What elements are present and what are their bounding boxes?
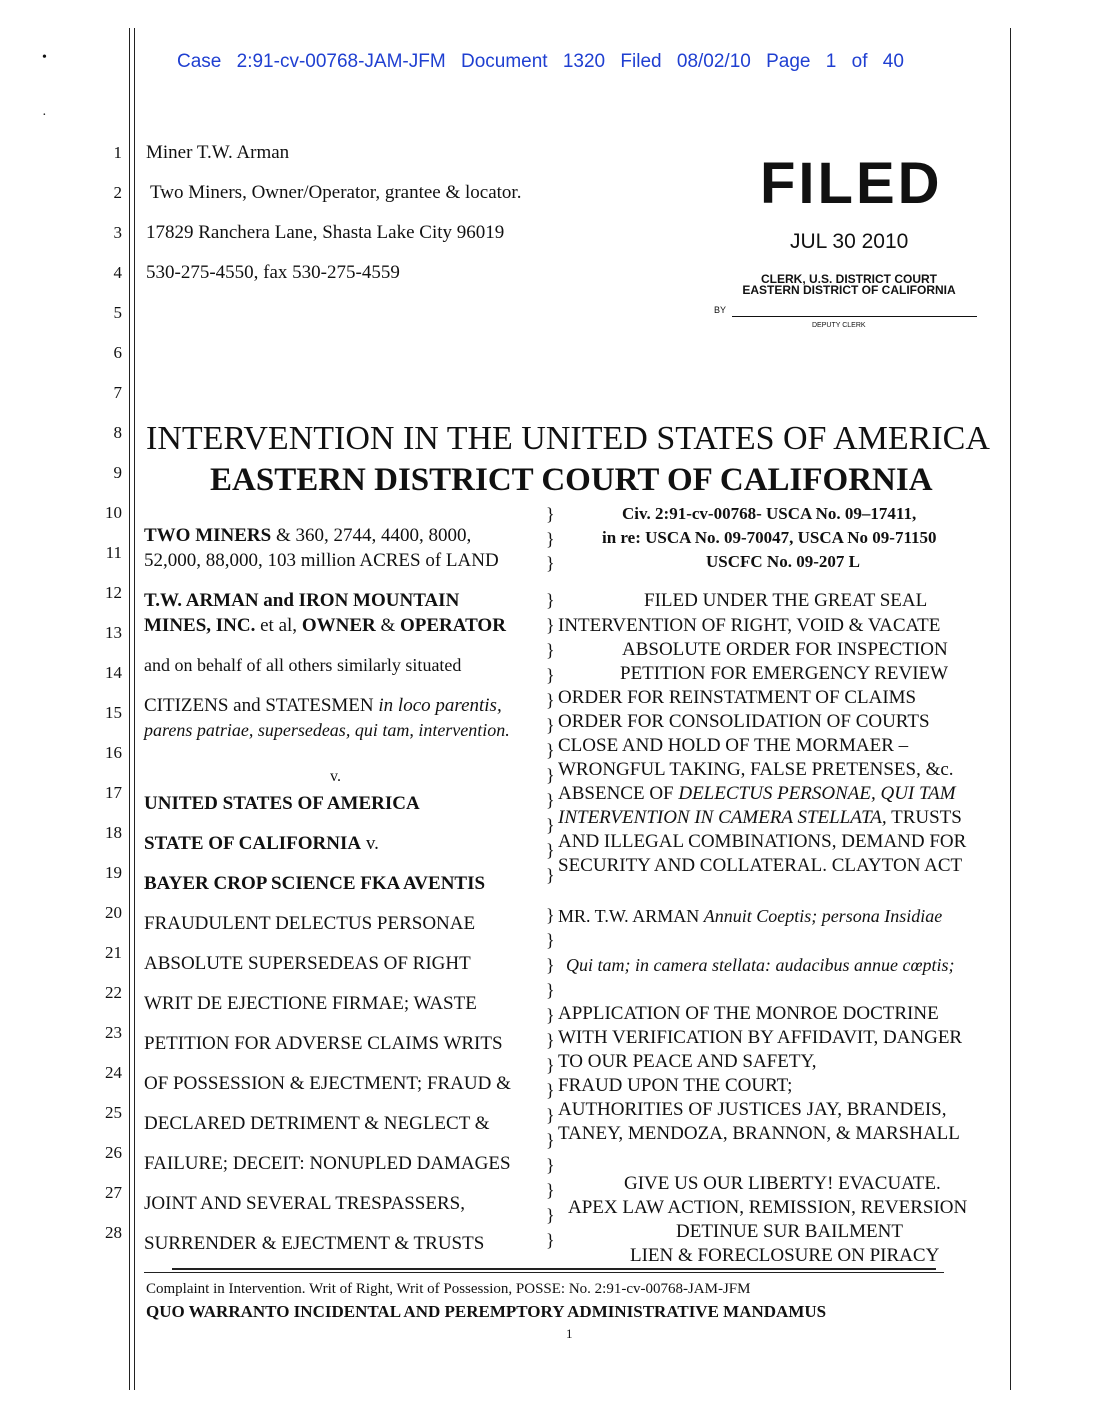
signature-line <box>732 316 977 317</box>
caption-item: WRIT DE EJECTIONE FIRMAE; WASTE <box>144 993 477 1014</box>
order-item: INTERVENTION OF RIGHT, VOID & VACATE <box>558 615 941 636</box>
page-number: 1 <box>566 1326 573 1341</box>
caption-behalf: and on behalf of all others similarly situated <box>144 655 462 675</box>
line-number: 16 <box>105 743 122 762</box>
brace: } <box>546 865 555 885</box>
line-number: 10 <box>105 503 122 522</box>
margin-rule-left-1 <box>129 28 130 1390</box>
liberty-item: LIEN & FORECLOSURE ON PIRACY <box>630 1245 940 1266</box>
brace: } <box>546 1130 555 1150</box>
filer-street: 17829 Ranchera Lane, Shasta Lake City 96019 <box>146 222 505 243</box>
brace: } <box>546 955 555 975</box>
monroe-item: FRAUD UPON THE COURT; <box>558 1075 793 1096</box>
mr-arman-line: MR. T.W. ARMAN Annuit Coeptis; persona Insidiae <box>558 906 943 926</box>
qui-tam-line: Qui tam; in camera stellata: audacibus annue cœptis; <box>566 955 955 975</box>
filer-role: Two Miners, Owner/Operator, grantee & locator. <box>150 182 522 203</box>
ecf-header <box>177 51 904 73</box>
line-number: 25 <box>105 1103 122 1122</box>
brace: } <box>546 1030 555 1050</box>
caption-state: STATE OF CALIFORNIA v. <box>144 833 379 854</box>
line-number: 4 <box>113 263 122 282</box>
brace: } <box>546 1005 555 1025</box>
caption-citizens: CITIZENS and STATESMEN in loco parentis, <box>144 695 502 716</box>
order-item: ORDER FOR CONSOLIDATION OF COURTS <box>558 711 930 732</box>
line-number: 6 <box>113 343 122 362</box>
line-number: 26 <box>105 1143 122 1162</box>
caption-item: SURRENDER & EJECTMENT & TRUSTS <box>144 1233 485 1254</box>
civ-number-1: Civ. 2:91-cv-00768- USCA No. 09–17411, <box>622 504 917 523</box>
absence-line: ABSENCE OF DELECTUS PERSONAE, QUI TAM <box>558 783 956 804</box>
intervention-line: INTERVENTION IN CAMERA STELLATA, TRUSTS <box>558 807 962 828</box>
line-number: 3 <box>113 223 122 242</box>
filed-stamp-by: BY <box>714 305 727 315</box>
line-number: 12 <box>105 583 122 602</box>
filer-name: Miner T.W. Arman <box>146 142 290 163</box>
brace: } <box>546 1205 555 1225</box>
brace: } <box>546 815 555 835</box>
brace: } <box>546 1155 555 1175</box>
order-item: PETITION FOR EMERGENCY REVIEW <box>620 663 949 684</box>
caption-bayer: BAYER CROP SCIENCE FKA AVENTIS <box>144 873 486 894</box>
caption-item: ABSOLUTE SUPERSEDEAS OF RIGHT <box>144 953 471 974</box>
line-number: 14 <box>105 663 122 682</box>
line-number: 11 <box>105 543 122 562</box>
caption-acres-1: & 360, 2744, 4400, 8000, <box>275 525 472 546</box>
monroe-item: AUTHORITIES OF JUSTICES JAY, BRANDEIS, <box>558 1099 947 1120</box>
illegal-line: AND ILLEGAL COMBINATIONS, DEMAND FOR <box>558 831 967 852</box>
page-indicator: Page 1 of 40 <box>766 51 904 72</box>
footer-rule <box>172 1268 936 1270</box>
filed-date: Filed 08/02/10 <box>620 51 751 72</box>
margin-rule-left-2 <box>134 28 135 1390</box>
caption-item: OF POSSESSION & EJECTMENT; FRAUD & <box>144 1073 511 1094</box>
brace: } <box>546 905 555 925</box>
line-number: 13 <box>105 623 122 642</box>
brace: } <box>546 840 555 860</box>
liberty-item: GIVE US OUR LIBERTY! EVACUATE. <box>624 1173 941 1194</box>
brace: } <box>546 980 555 1000</box>
brace: } <box>546 529 555 549</box>
case-number: Case 2:91-cv-00768-JAM-JFM <box>177 51 446 72</box>
brace: } <box>546 690 555 710</box>
caption-item: FRAUDULENT DELECTUS PERSONAE <box>144 913 476 934</box>
caption-item: DECLARED DETRIMENT & NEGLECT & <box>144 1113 490 1134</box>
caption-item: PETITION FOR ADVERSE CLAIMS WRITS <box>144 1033 503 1054</box>
caption-two-miners: TWO MINERS <box>144 525 272 546</box>
brace: } <box>546 1180 555 1200</box>
order-item: ABSOLUTE ORDER FOR INSPECTION <box>622 639 948 660</box>
filed-stamp-date: JUL 30 2010 <box>790 230 909 253</box>
line-number: 27 <box>105 1183 122 1202</box>
order-item: ORDER FOR REINSTATMENT OF CLAIMS <box>558 687 917 708</box>
caption-item: FAILURE; DECEIT: NONUPLED DAMAGES <box>144 1153 511 1174</box>
scan-speck: • <box>42 50 47 65</box>
line-number: 23 <box>105 1023 122 1042</box>
footer-caption: Complaint in Intervention. Writ of Right, Writ of Possession, POSSE: No. 2:91-cv-00768-JAM-JFM <box>146 1281 751 1297</box>
civ-number-3: USCFC No. 09-207 L <box>706 552 860 571</box>
line-number: 21 <box>105 943 122 962</box>
liberty-item: APEX LAW ACTION, REMISSION, REVERSION <box>568 1197 968 1218</box>
liberty-item: DETINUE SUR BAILMENT <box>676 1221 903 1242</box>
footer-rule-thin <box>144 1272 944 1273</box>
brace: } <box>546 590 555 610</box>
brace: } <box>546 790 555 810</box>
caption-versus: v. <box>330 768 341 785</box>
line-number: 18 <box>105 823 122 842</box>
line-number: 8 <box>113 423 122 442</box>
caption-acres-2: 52,000, 88,000, 103 million ACRES of LAND <box>144 550 499 571</box>
brace: } <box>546 715 555 735</box>
brace: } <box>546 765 555 785</box>
brace: } <box>546 1080 555 1100</box>
civ-number-2: in re: USCA No. 09-70047, USCA No 09-71150 <box>602 528 937 547</box>
brace: } <box>546 930 555 950</box>
line-number: 15 <box>105 703 122 722</box>
footer-mandamus: QUO WARRANTO INCIDENTAL AND PEREMPTORY ADMINISTRATIVE MANDAMUS <box>146 1302 827 1321</box>
brace: } <box>546 1105 555 1125</box>
monroe-item: WITH VERIFICATION BY AFFIDAVIT, DANGER <box>558 1027 963 1048</box>
security-line: SECURITY AND COLLATERAL. CLAYTON ACT <box>558 855 963 876</box>
monroe-item: TO OUR PEACE AND SAFETY, <box>558 1051 817 1072</box>
brace: } <box>546 553 555 573</box>
line-number: 1 <box>113 143 122 162</box>
brace: } <box>546 1055 555 1075</box>
document-title-line-2: EASTERN DISTRICT COURT OF CALIFORNIA <box>210 462 933 498</box>
filed-stamp-clerk <box>718 274 980 296</box>
line-number: 20 <box>105 903 122 922</box>
monroe-item: APPLICATION OF THE MONROE DOCTRINE <box>558 1003 939 1024</box>
line-number: 28 <box>105 1223 122 1242</box>
filer-phone: 530-275-4550, fax 530-275-4559 <box>146 262 400 283</box>
document-number: Document 1320 <box>460 51 606 72</box>
brace: } <box>546 1230 555 1250</box>
brace: } <box>546 665 555 685</box>
caption-item: JOINT AND SEVERAL TRESPASSERS, <box>144 1193 465 1214</box>
caption-arman-2: MINES, INC. et al, OWNER & OPERATOR <box>144 615 506 636</box>
clerk-line-1: CLERK, U.S. DISTRICT COURT <box>761 272 937 286</box>
line-number: 9 <box>113 463 122 482</box>
document-title-line-1: INTERVENTION IN THE UNITED STATES OF AMERICA <box>146 420 990 457</box>
brace: } <box>546 640 555 660</box>
margin-rule-right <box>1010 28 1011 1390</box>
scan-speck: · <box>42 108 47 123</box>
brace: } <box>546 504 555 524</box>
order-item: CLOSE AND HOLD OF THE MORMAER – <box>558 735 909 756</box>
line-number: 2 <box>113 183 122 202</box>
line-number: 5 <box>113 303 122 322</box>
caption-usa: UNITED STATES OF AMERICA <box>144 793 420 814</box>
monroe-item: TANEY, MENDOZA, BRANNON, & MARSHALL <box>558 1123 960 1144</box>
filed-stamp-deputy: DEPUTY CLERK <box>812 322 866 329</box>
clerk-line-2: EASTERN DISTRICT OF CALIFORNIA <box>742 283 956 297</box>
caption-latin: parens patriae, supersedeas, qui tam, intervention. <box>144 720 510 740</box>
caption-arman-1: T.W. ARMAN and IRON MOUNTAIN <box>144 590 460 611</box>
line-number: 19 <box>105 863 122 882</box>
caption-parties <box>144 525 471 547</box>
brace: } <box>546 615 555 635</box>
filed-stamp-title: FILED <box>760 151 943 216</box>
brace: } <box>546 740 555 760</box>
line-number: 22 <box>105 983 122 1002</box>
line-number: 17 <box>105 783 122 802</box>
line-number: 7 <box>113 383 122 402</box>
order-item: WRONGFUL TAKING, FALSE PRETENSES, &c. <box>558 759 954 780</box>
line-number: 24 <box>105 1063 122 1082</box>
order-item: FILED UNDER THE GREAT SEAL <box>644 590 928 611</box>
